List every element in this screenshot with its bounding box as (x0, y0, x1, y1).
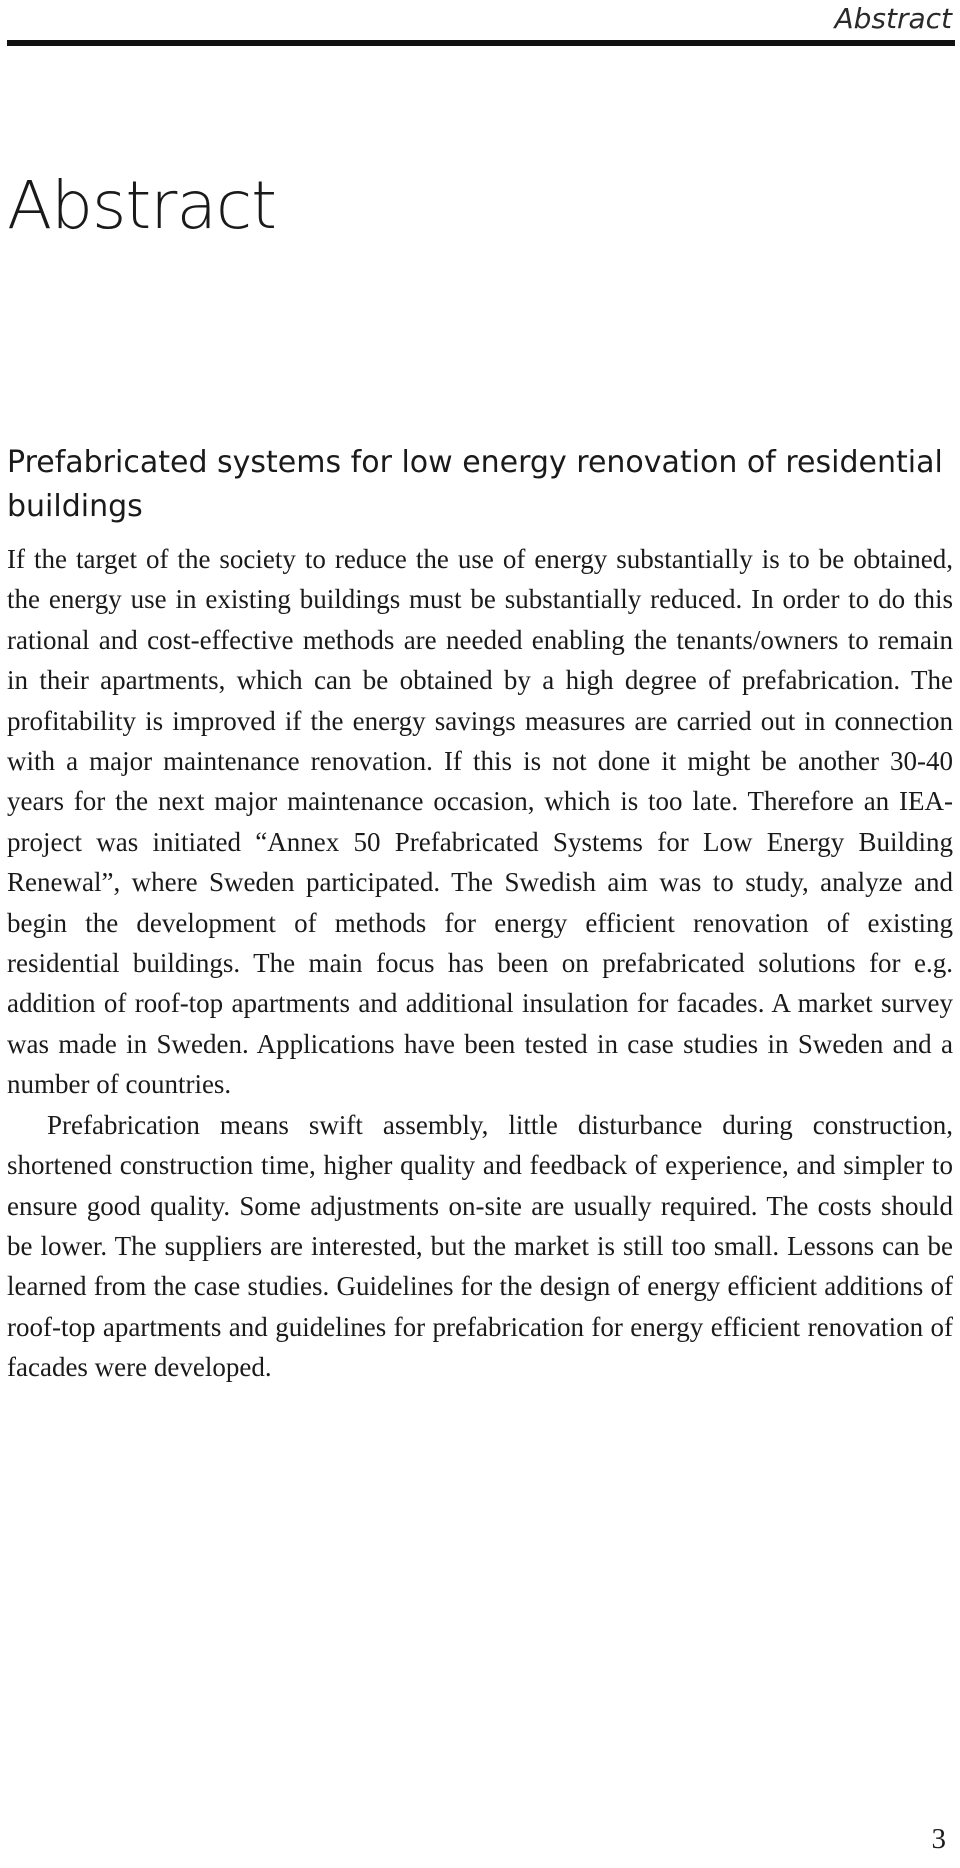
page-number: 3 (931, 1823, 946, 1855)
running-header: Abstract (834, 2, 952, 35)
header-rule (7, 40, 955, 46)
abstract-body (7, 539, 953, 1388)
paragraph-1: If the target of the society to reduce the use of energy substantially is to be obtained, the energy use in existing buildings must be substantially reduced. In order to do this rational and cost-effective methods are needed enabling the tenants/owners to remain in their apartments, which can be obtained by a high degree of prefabrication. The profitability is improved if the energy savings measures are carried out in connection with a major maintenance renovation. If this is not done it might be another 30-40 years for the next major maintenance occasion, which is too late. Therefore an IEA-project was initiated “Annex 50 Prefabricated Systems for Low Energy Building Renewal”, where Sweden participated. The Swedish aim was to study, analyze and begin the development of methods for energy efficient renovation of existing residential buildings. The main focus has been on prefabricated solutions for e.g. addition of roof-top apartments and additional insulation for facades. A market survey was made in Sweden. Applications have been tested in case studies in Sweden and a number of countries. (7, 544, 953, 1100)
paragraph-2: Prefabrication means swift assembly, little disturbance during construction, shortened construction time, higher quality and feedback of experience, and simpler to ensure good quality. Some adjustments on-site are usually required. The costs should be lower. The suppliers are interested, but the market is still too small. Lessons can be learned from the case studies. Guidelines for the design of energy efficient additions of roof-top apartments and guidelines for prefabrication for energy efficient renovation of facades were developed. (7, 1109, 953, 1383)
section-title: Prefabricated systems for low energy renovation of residential buildings (7, 445, 943, 524)
chapter-title: Abstract (7, 167, 277, 244)
